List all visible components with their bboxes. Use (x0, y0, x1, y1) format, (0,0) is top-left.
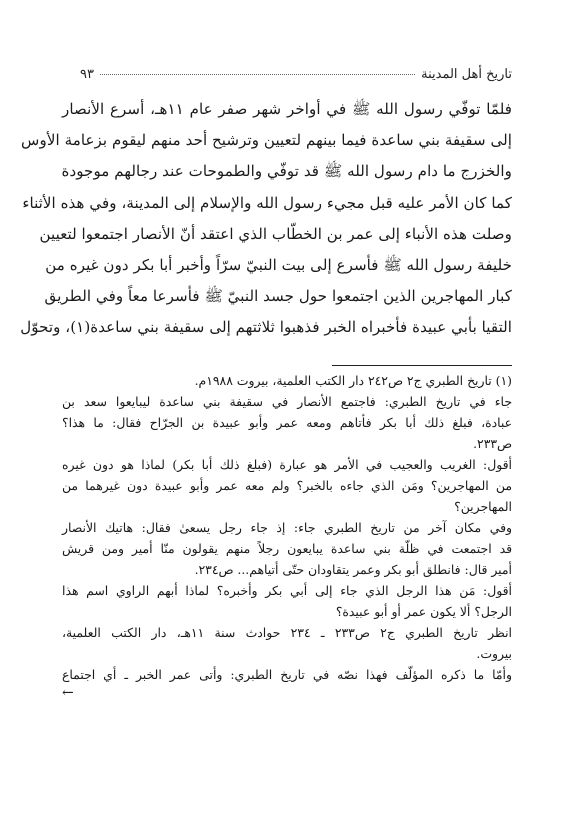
footnote-line: (١) تاريخ الطبري ج٢ ص٢٤٢ دار الكتب العلمية، بيروت ١٩٨٨م. (194, 373, 512, 388)
footnote-line: جاء في تاريخ الطبري: فاجتمع الأنصار في سقيفة بني ساعدة ليبايعوا سعد بن (62, 394, 512, 409)
body-line: وصلت هذه الأنباء إلى عمر بن الخطّاب الذي اعتقد أنّ الأنصار اجتمعوا لتعيين (39, 224, 512, 243)
running-title: تاريخ أهل المدينة (421, 66, 512, 82)
footnote-line: وأمّا ما ذكره المؤلّف فهذا نصّه في تاريخ الطبري: وأتى عمر الخبر ـ أي اجتماع (62, 667, 512, 682)
running-header (80, 62, 512, 86)
page-number: ٩٣ (80, 66, 94, 82)
footnote-line: وفي مكان آخر من تاريخ الطبري جاء: إذ جاء رجل يسعىٰ فقال: هاتيك الأنصار (62, 520, 512, 535)
main-text (20, 94, 512, 344)
continuation-arrow-icon: ← (62, 685, 74, 701)
footnote-separator (332, 365, 512, 366)
body-line: التقيا بأبي عبيدة فأخبراه الخبر فذهبوا ثلاثتهم إلى سقيفة بني ساعدة(١)، وتحوّل (20, 318, 512, 337)
footnote-line: ص٢٣٣. (473, 436, 512, 451)
footnote-line: أقول: مَن هذا الرجل الذي جاء إلى أبي بكر وأخبره؟ لماذا أبهم الراوي اسم هذا (62, 583, 512, 598)
footnote-line: عبادة، فبلغ ذلك أبا بكر فأتاهم ومعه عمر وأبو عبيدة بن الجرّاح فقال: ما هذا؟ (62, 415, 512, 430)
footnotes (62, 370, 512, 704)
body-line: فلمّا توفّي رسول الله ﷺ في أواخر شهر صفر عام ١١هـ، أسرع الأنصار (62, 100, 512, 118)
footnote-line: انظر تاريخ الطبري ج٢ ص٢٣٣ ـ ٢٣٤ حوادث سنة ١١هـ، دار الكتب العلمية، (62, 625, 512, 640)
body-line: إلى سقيفة بني ساعدة فيما بينهم لتعيين وترشيح أحد منهم ليقوم بزعامة الأوس (20, 131, 512, 150)
header-dot-leader (100, 74, 415, 75)
body-line: كبار المهاجرين الذين اجتمعوا حول جسد النبيّ ﷺ فأسرعا معاً وفي الطريق (44, 287, 512, 306)
body-line: والخزرج ما دام رسول الله ﷺ قد توفّي والطموحات عند رجالهم موجودة (61, 162, 512, 181)
body-line: خليفة رسول الله ﷺ فأسرع إلى بيت النبيّ سرّاً وأخبر أبا بكر دون غيره من (45, 256, 512, 275)
footnote-line: بيروت. (476, 646, 512, 661)
footnote-line: أمير قال: فانطلق أبو بكر وعمر يتقاودان حتّى أتياهم... ص٢٣٤. (194, 562, 512, 577)
footnote-line: أقول: الغريب والعجيب في الأمر هو عبارة (فبلغ ذلك أبا بكر) لماذا هو دون غيره (62, 457, 512, 472)
footnote-line: قد اجتمعت في ظلّة بني ساعدة يبايعون رجلاً منهم يقولون منّا أمير ومن قريش (62, 541, 512, 556)
body-line: كما كان الأمر عليه قبل مجيء رسول الله والإسلام إلى المدينة، وفي هذه الأثناء (22, 193, 512, 212)
footnote-line: الرجل؟ ألا يكون عمر أو أبو عبيدة؟ (335, 604, 512, 619)
footnote-line: من المهاجرين؟ ومَن الذي جاءه بالخبر؟ ولم معه عمر وأبو عبيدة دون غيرهما من (62, 478, 512, 493)
footnote-line: المهاجرين؟ (454, 499, 512, 514)
